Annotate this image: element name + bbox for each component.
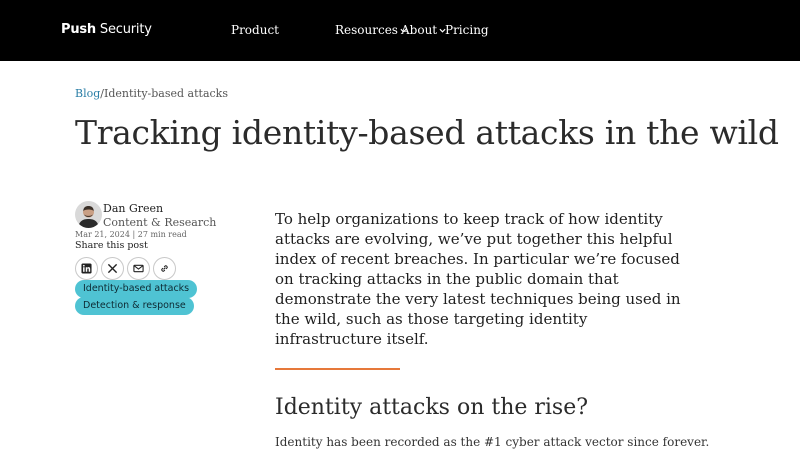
nav-item-about[interactable]: About bbox=[401, 23, 446, 37]
author-role: Content & Research bbox=[103, 216, 217, 229]
email-icon bbox=[133, 263, 144, 274]
section-paragraph: Identity has been recorded as the #1 cyber attack vector since forever. bbox=[275, 435, 710, 449]
nav-item-pricing[interactable]: Pricing bbox=[445, 23, 489, 37]
section-divider bbox=[275, 368, 400, 370]
share-buttons bbox=[75, 257, 176, 280]
post-meta: Mar 21, 2024 | 27 min read bbox=[75, 230, 187, 239]
breadcrumb-separator: / bbox=[100, 87, 104, 100]
share-email-button[interactable] bbox=[127, 257, 150, 280]
x-icon bbox=[107, 263, 118, 274]
linkedin-icon bbox=[81, 263, 92, 274]
author-avatar bbox=[75, 201, 102, 228]
page-title: Tracking identity-based attacks in the wild bbox=[75, 113, 779, 152]
article-intro: To help organizations to keep track of how identity attacks are evolving, we’ve put together this helpful index of recent breaches. In particular we’re focused on tracking attacks in the public domain that demonstrate the very latest techniques being used in the wild, such as those targeting identity infrastructure itself. bbox=[275, 210, 681, 348]
share-x-button[interactable] bbox=[101, 257, 124, 280]
share-linkedin-button[interactable] bbox=[75, 257, 98, 280]
tag-detection-response[interactable]: Detection & response bbox=[75, 297, 194, 315]
copy-link-button[interactable] bbox=[153, 257, 176, 280]
author-name: Dan Green bbox=[103, 202, 164, 215]
nav-item-product[interactable]: Product bbox=[231, 23, 279, 37]
section-heading: Identity attacks on the rise? bbox=[275, 395, 589, 420]
breadcrumb bbox=[75, 87, 228, 100]
tag-identity-based-attacks[interactable]: Identity-based attacks bbox=[75, 280, 197, 298]
share-label: Share this post bbox=[75, 240, 148, 251]
push-security-logo[interactable]: Push Security bbox=[61, 22, 152, 37]
breadcrumb-current: Identity-based attacks bbox=[103, 87, 228, 100]
breadcrumb-blog-link[interactable]: Blog bbox=[75, 87, 101, 100]
nav-item-resources[interactable]: Resources bbox=[335, 23, 407, 37]
link-icon bbox=[159, 263, 170, 274]
top-navigation-bar bbox=[0, 0, 800, 61]
